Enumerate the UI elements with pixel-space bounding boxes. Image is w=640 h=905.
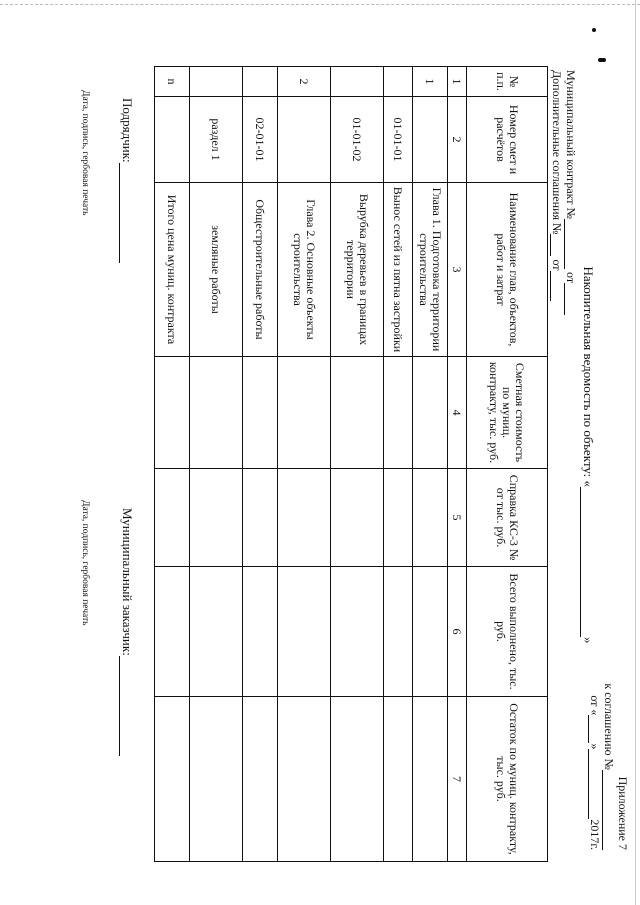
cell-empty <box>190 567 243 697</box>
cell-empty <box>384 469 413 567</box>
customer-caption: Дата, подпись, гербовая печать <box>80 500 90 626</box>
row-index: n <box>155 67 190 97</box>
blank-line <box>550 271 563 301</box>
cell-empty <box>331 567 384 697</box>
table-row <box>155 67 190 862</box>
column-number: 1 <box>448 67 467 97</box>
cell-empty <box>278 567 331 697</box>
row-index <box>331 67 384 97</box>
row-code: раздел 1 <box>190 97 243 183</box>
cell-empty <box>384 567 413 697</box>
row-code: 01-01-02 <box>331 97 384 183</box>
column-number: 2 <box>448 97 467 183</box>
cell-empty <box>331 357 384 469</box>
blank-line <box>602 770 615 850</box>
table-row <box>278 67 331 862</box>
row-index <box>190 67 243 97</box>
cell-empty <box>243 357 278 469</box>
cell-empty <box>413 567 448 697</box>
additional-agreement-line <box>550 70 564 315</box>
cell-empty <box>384 697 413 862</box>
cell-empty <box>155 697 190 862</box>
ledger-table <box>154 66 548 862</box>
blank-line <box>564 219 577 269</box>
table-row <box>413 67 448 862</box>
contract-label: Муниципальный контракт № <box>564 70 578 220</box>
cell-empty <box>190 469 243 567</box>
row-code <box>155 97 190 183</box>
customer-signature <box>119 508 135 756</box>
cell-empty <box>190 357 243 469</box>
title-text: Накопительная ведомость по объекту: « <box>581 266 596 488</box>
appendix-date-year: 2017г. <box>588 819 602 850</box>
cell-empty <box>155 567 190 697</box>
row-index <box>243 67 278 97</box>
signature-line <box>119 656 132 756</box>
cell-empty <box>384 357 413 469</box>
table-row <box>190 67 243 862</box>
column-number: 5 <box>448 469 467 567</box>
cell-empty <box>278 357 331 469</box>
appendix-agreement <box>602 683 616 850</box>
cell-empty <box>243 567 278 697</box>
contract-block <box>550 70 578 315</box>
customer-label: Муниципальный заказчик: <box>120 508 135 656</box>
row-code: 01-01-01 <box>384 97 413 183</box>
title-end: » <box>581 637 596 644</box>
appendix-agreement-label: к соглашению № <box>602 683 616 770</box>
contract-line <box>564 70 578 315</box>
blank-line <box>564 283 577 315</box>
cell-empty <box>243 469 278 567</box>
row-name: Вырубка деревьев в границах территории <box>331 183 384 357</box>
column-number: 4 <box>448 357 467 469</box>
row-name: Глава 1. Подготовка территории строительства <box>413 183 448 357</box>
table-row <box>243 67 278 862</box>
cell-empty <box>331 469 384 567</box>
appendix-date-mid: » <box>588 743 602 750</box>
cell-empty <box>243 697 278 862</box>
table-row <box>384 67 413 862</box>
header-item-name: Наименование глав, объектов, работ и затрат <box>467 183 548 357</box>
cell-empty <box>190 697 243 862</box>
row-name: Глава 2. Основные объекты строительства <box>278 183 331 357</box>
row-index: 2 <box>278 67 331 97</box>
cell-empty <box>155 469 190 567</box>
cell-empty <box>155 357 190 469</box>
cell-empty <box>413 357 448 469</box>
contractor-label: Подрядчик: <box>120 98 135 163</box>
cell-empty <box>331 697 384 862</box>
additional-agreement-from: от <box>550 259 564 271</box>
column-number: 3 <box>448 183 467 357</box>
header-estimated-cost: Сметная стоимость по муниц. контракту, тыс. руб. <box>467 357 548 469</box>
blank-line <box>550 234 563 256</box>
table-row <box>331 67 384 862</box>
rotated-page <box>0 30 640 880</box>
header-total-completed: Всего выполнено, тыс. руб. <box>467 567 548 697</box>
appendix-date-from: от « <box>588 695 602 716</box>
signature-line <box>119 163 132 263</box>
cell-empty <box>413 697 448 862</box>
row-code <box>278 97 331 183</box>
header-ks3: Справка КС-3 № от тыс. руб. <box>467 469 548 567</box>
contractor-caption: Дата, подпись, гербовая печать <box>80 90 90 216</box>
header-remaining: Остаток по муниц. контракту, тыс. руб. <box>467 697 548 862</box>
additional-agreement-label: Дополнительные соглашения № <box>550 70 564 235</box>
column-number: 6 <box>448 567 467 697</box>
row-name: земляные работы <box>190 183 243 357</box>
row-name: Общестроительные работы <box>243 183 278 357</box>
contract-from: от <box>564 272 578 284</box>
row-index <box>384 67 413 97</box>
contractor-signature <box>119 98 135 263</box>
scan-edge-top <box>0 4 640 5</box>
appendix-title: Приложение 7 <box>616 776 630 850</box>
column-number-row <box>448 67 467 862</box>
cell-empty <box>278 469 331 567</box>
header-index: № п.п. <box>467 67 548 97</box>
row-name: Итого цена муниц. контракта <box>155 183 190 357</box>
cell-empty <box>413 469 448 567</box>
header-estimate-number: Номер смет и расчётов <box>467 97 548 183</box>
row-code: 02-01-01 <box>243 97 278 183</box>
blank-line <box>580 487 593 637</box>
row-name: Вынос сетей из пятна застройки <box>384 183 413 357</box>
row-index: 1 <box>413 67 448 97</box>
column-number: 7 <box>448 697 467 862</box>
page-title <box>580 30 596 880</box>
cell-empty <box>278 697 331 862</box>
table-header-row <box>467 67 548 862</box>
row-code <box>413 97 448 183</box>
